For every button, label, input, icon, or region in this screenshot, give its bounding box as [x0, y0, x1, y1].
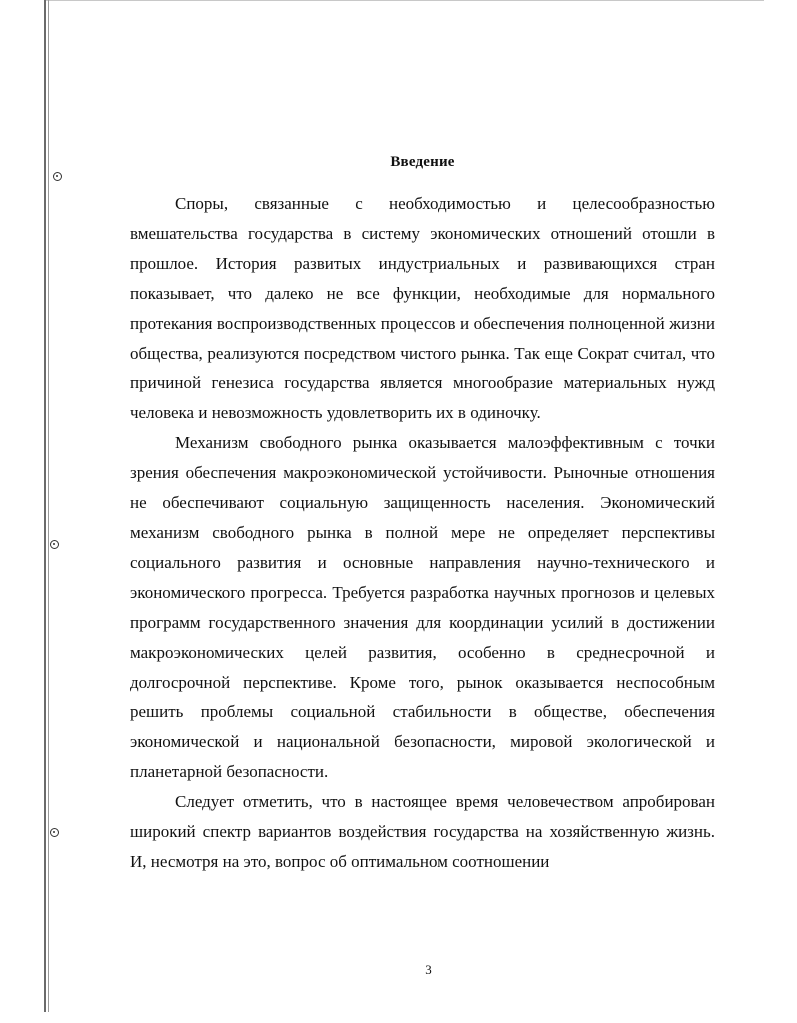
scan-binding-edge-inner	[48, 0, 49, 1012]
page-title: Введение	[390, 154, 455, 170]
punch-hole-mark-icon	[50, 540, 59, 549]
paragraph: Споры, связанные с необходимостью и целесообразностью вмешательства государства в систему экономических отношений отошли в прошлое. История развитых индустриальных и развивающихся стран показывает, что далеко не все функции, необходимые для нормального протекания воспроизводственных процессов и обеспечения полноценной жизни общества, реализуются посредством чистого рынка. Так еще Сократ считал, что причиной генезиса государства является многообразие материальных нужд человека и невозможность удовлетворить их в одиночку.	[130, 194, 715, 423]
scan-binding-edge	[44, 0, 46, 1012]
document-body	[130, 189, 715, 877]
page-number: 3	[425, 962, 432, 977]
scan-top-edge	[44, 0, 764, 1]
punch-hole-mark-icon	[53, 172, 62, 181]
paragraph: Следует отметить, что в настоящее время человечеством апробирован широкий спектр вариантов воздействия государства на хозяйственную жизнь. И, несмотря на это, вопрос об оптимальном соотношении	[130, 792, 715, 871]
punch-hole-mark-icon	[50, 828, 59, 837]
paragraph: Механизм свободного рынка оказывается малоэффективным с точки зрения обеспечения макроэкономической устойчивости. Рыночные отношения не обеспечивают социальную защищенность населения. Экономический механизм свободного рынка в полной мере не определяет перспективы социального развития и основные направления научно-технического и экономического прогресса. Требуется разработка научных прогнозов и целевых программ государственного значения для координации усилий в достижении макроэкономических целей развития, особенно в среднесрочной и долгосрочной перспективе. Кроме того, рынок оказывается неспособным решить проблемы социальной стабильности в обществе, обеспечения экономической и национальной безопасности, мировой экологической и планетарной безопасности.	[130, 433, 715, 782]
